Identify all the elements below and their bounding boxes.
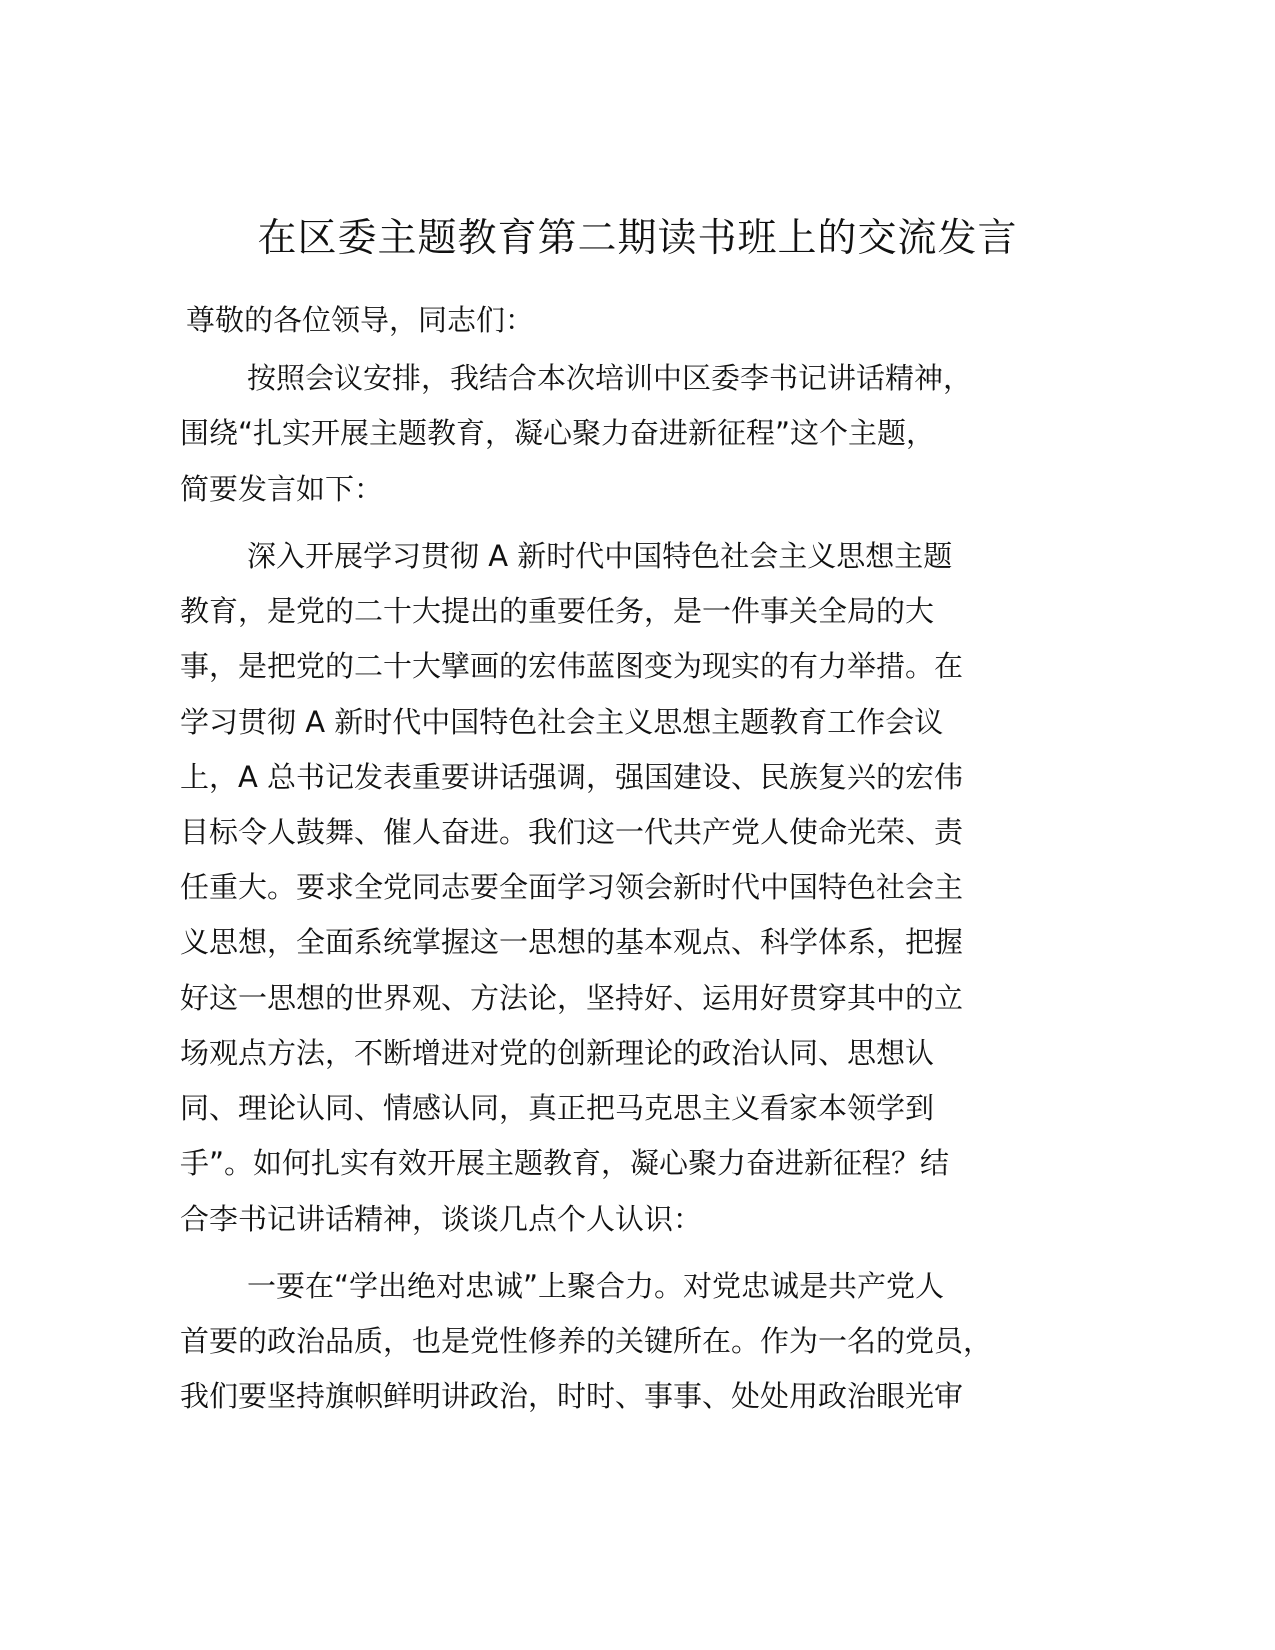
paragraph-2-line-8: 义思想，全面系统掌握这一思想的基本观点、科学体系，把握: [180, 925, 964, 959]
paragraph-1-line-3: 简要发言如下：: [180, 472, 384, 506]
paragraph-2-line-3: 事，是把党的二十大擘画的宏伟蓝图变为现实的有力举措。在: [180, 649, 964, 683]
paragraph-2-line-4: 学习贯彻 A 新时代中国特色社会主义思想主题教育工作会议: [180, 705, 944, 739]
paragraph-2-line-13: 合李书记讲话精神，谈谈几点个人认识：: [180, 1202, 703, 1236]
document-title: 在区委主题教育第二期读书班上的交流发言: [257, 216, 1018, 261]
paragraph-2-line-6: 目标令人鼓舞、催人奋进。我们这一代共产党人使命光荣、责: [180, 815, 964, 849]
paragraph-2-line-11: 同、理论认同、情感认同，真正把马克思主义看家本领学到: [180, 1091, 935, 1125]
paragraph-3-line-1: 一要在“学出绝对忠诚”上聚合力。对党忠诚是共产党人: [247, 1269, 945, 1303]
paragraph-3-line-2: 首要的政治品质，也是党性修养的关键所在。作为一名的党员，: [180, 1324, 993, 1358]
salutation: 尊敬的各位领导，同志们：: [186, 303, 535, 337]
paragraph-2-line-10: 场观点方法，不断增进对党的创新理论的政治认同、思想认: [180, 1036, 935, 1070]
paragraph-1-line-2: 围绕“扎实开展主题教育，凝心聚力奋进新征程”这个主题，: [180, 416, 936, 450]
paragraph-2-line-1: 深入开展学习贯彻 A 新时代中国特色社会主义思想主题: [247, 539, 953, 573]
paragraph-2-line-9: 好这一思想的世界观、方法论，坚持好、运用好贯穿其中的立: [180, 981, 964, 1015]
paragraph-3-line-3: 我们要坚持旗帜鲜明讲政治，时时、事事、处处用政治眼光审: [180, 1379, 964, 1413]
paragraph-2-line-7: 任重大。要求全党同志要全面学习领会新时代中国特色社会主: [180, 870, 964, 904]
paragraph-1-line-1: 按照会议安排，我结合本次培训中区委李书记讲话精神，: [247, 361, 973, 395]
paragraph-2-line-2: 教育，是党的二十大提出的重要任务，是一件事关全局的大: [180, 594, 935, 628]
paragraph-2-line-5: 上，A 总书记发表重要讲话强调，强国建设、民族复兴的宏伟: [180, 760, 964, 794]
paragraph-2-line-12: 手”。如何扎实有效开展主题教育，凝心聚力奋进新征程？结: [180, 1146, 950, 1180]
